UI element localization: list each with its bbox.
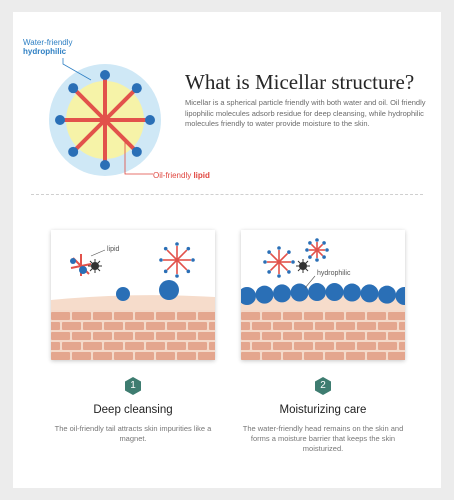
section-divider [31, 194, 423, 195]
hydrophilic-head [100, 70, 110, 80]
micellar-description: Micellar is a spherical particle friendly with both water and oil. Oil friendly lipophilic molecules adsorb residue for deep cleansing, while hydrophilic molecules friendly to water provide moisture to the skin. [185, 98, 426, 128]
lipid-pointer [91, 250, 105, 256]
step-1-title: Deep cleansing [93, 404, 173, 416]
impurity-particle [88, 259, 102, 273]
step-1-description: The oil-friendly tail attracts skin impurities like a magnet. [54, 424, 212, 443]
micelle-bubble-small [116, 287, 130, 301]
free-micelle [159, 242, 195, 278]
micelle-bubble-large [159, 280, 179, 300]
water-leader-line [61, 56, 97, 84]
hydrophilic-head [55, 115, 65, 125]
impurity-particle [296, 259, 310, 273]
sebum-particle [70, 254, 91, 276]
content-card [13, 12, 441, 488]
oil-leader-line [123, 140, 157, 180]
oil-friendly-text: Oil-friendly [153, 171, 194, 180]
water-friendly-text: Water-friendly [23, 38, 73, 47]
deep-cleansing-panel [51, 230, 215, 360]
step-2-title: Moisturizing care [279, 404, 367, 416]
step-2-description: The water-friendly head remains on the skin and forms a moisture barrier that keeps the skin moisturized. [242, 424, 404, 453]
skin-layer [51, 295, 215, 360]
hydrophilic-head [132, 83, 142, 93]
oil-friendly-label [153, 171, 210, 180]
step-2-number: 2 [320, 380, 326, 391]
moisturizing-illustration [241, 230, 405, 360]
free-micelle-small [305, 238, 329, 262]
step-1-badge [124, 377, 142, 395]
hydrophilic-head [68, 83, 78, 93]
lipid-text: lipid [193, 171, 210, 180]
hydrophilic-head [145, 115, 155, 125]
deep-cleansing-illustration [51, 230, 215, 360]
hydrophilic-panel-label: hydrophilic [317, 270, 351, 277]
moisturizing-panel [241, 230, 405, 360]
step-1-number: 1 [130, 380, 136, 391]
step-2-badge [314, 377, 332, 395]
hydrophilic-text: hydrophilic [23, 47, 67, 56]
lipid-panel-label: lipid [107, 246, 120, 253]
skin-layer [241, 295, 405, 360]
page-title: What is Micellar structure? [185, 70, 415, 94]
free-micelle [263, 246, 295, 278]
hydrophilic-head [68, 147, 78, 157]
hydrophilic-head [100, 160, 110, 170]
water-friendly-label [23, 38, 73, 56]
